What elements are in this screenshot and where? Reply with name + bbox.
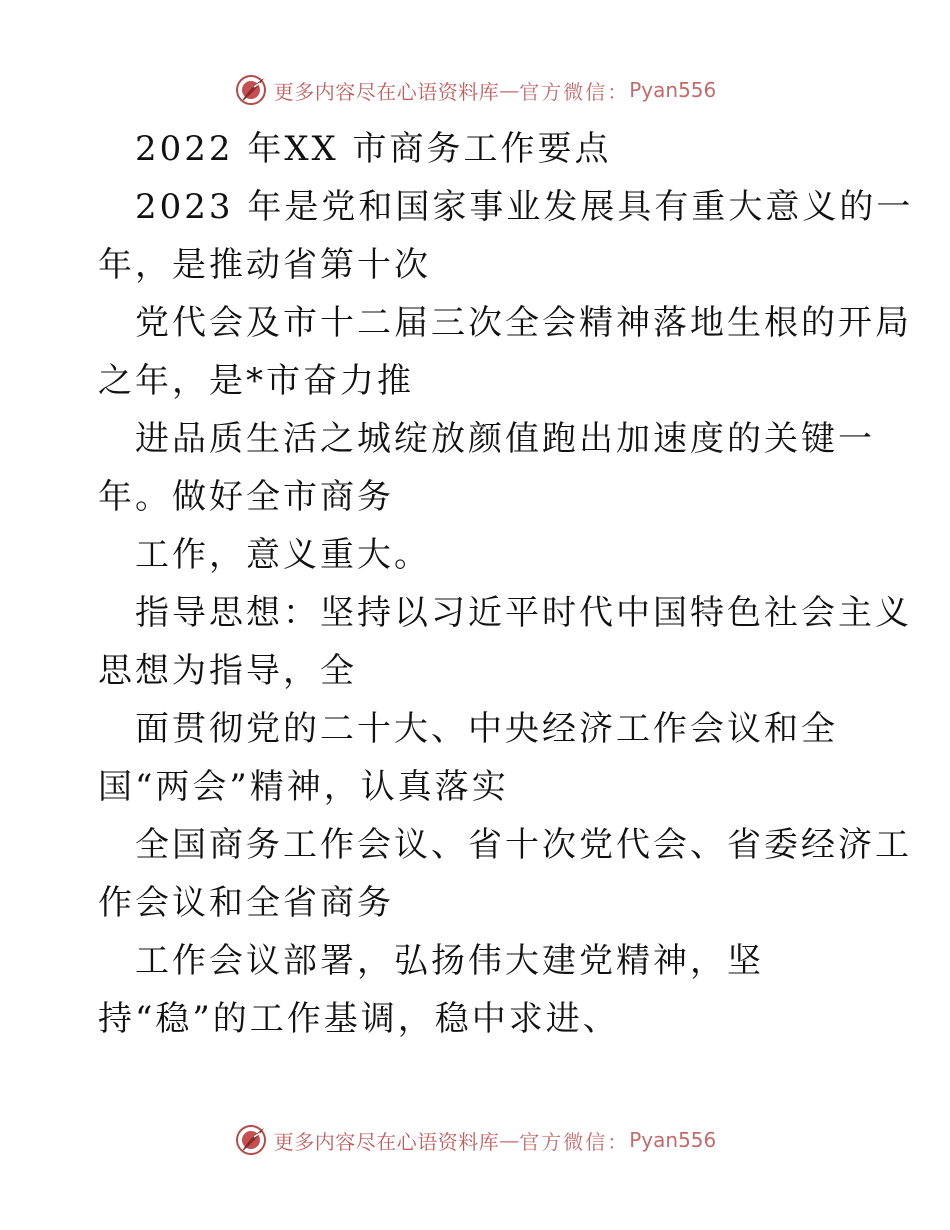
text-line: 年，是推动省第十次 xyxy=(98,245,431,285)
text-line: 进品质生活之城绽放颜值跑出加速度的关键一 xyxy=(135,419,875,459)
text-line: 2023 年是党和国家事业发展具有重大意义的一 xyxy=(135,187,914,227)
watermark-separator: — xyxy=(499,1128,520,1152)
text-line: 之年，是*市奋力推 xyxy=(98,361,414,401)
watermark-wechat-id: Pyan556 xyxy=(629,1128,717,1152)
text-line: 持“稳”的工作基调，稳中求进、 xyxy=(98,999,620,1039)
watermark-brand: 更多内容尽在心语资料库 xyxy=(273,79,500,104)
text-line: 年。做好全市商务 xyxy=(98,477,394,517)
watermark-wechat-label: 官方微信： xyxy=(519,79,630,104)
text-line: 思想为指导，全 xyxy=(98,651,357,691)
watermark-banner-top xyxy=(0,70,950,110)
watermark-banner-bottom xyxy=(0,1120,950,1160)
watermark-wechat-id: Pyan556 xyxy=(629,78,717,102)
feather-logo-icon xyxy=(234,1123,268,1157)
feather-logo-icon xyxy=(234,73,268,107)
document-title: 2022 年XX 市商务工作要点 xyxy=(135,129,612,169)
text-line: 国“两会”精神，认真落实 xyxy=(98,767,509,807)
text-line: 面贯彻党的二十大、中央经济工作会议和全 xyxy=(135,709,838,749)
text-line: 全国商务工作会议、省十次党代会、省委经济工 xyxy=(135,825,912,865)
document-body xyxy=(98,120,914,1048)
text-line: 工作，意义重大。 xyxy=(135,535,431,575)
watermark-separator: — xyxy=(499,78,520,102)
text-line: 工作会议部署，弘扬伟大建党精神，坚 xyxy=(135,941,764,981)
text-line: 指导思想：坚持以习近平时代中国特色社会主义 xyxy=(135,593,912,633)
text-line: 作会议和全省商务 xyxy=(98,883,394,923)
watermark-wechat-label: 官方微信： xyxy=(519,1129,630,1154)
text-line: 党代会及市十二届三次全会精神落地生根的开局 xyxy=(135,303,912,343)
watermark-brand: 更多内容尽在心语资料库 xyxy=(273,1129,500,1154)
